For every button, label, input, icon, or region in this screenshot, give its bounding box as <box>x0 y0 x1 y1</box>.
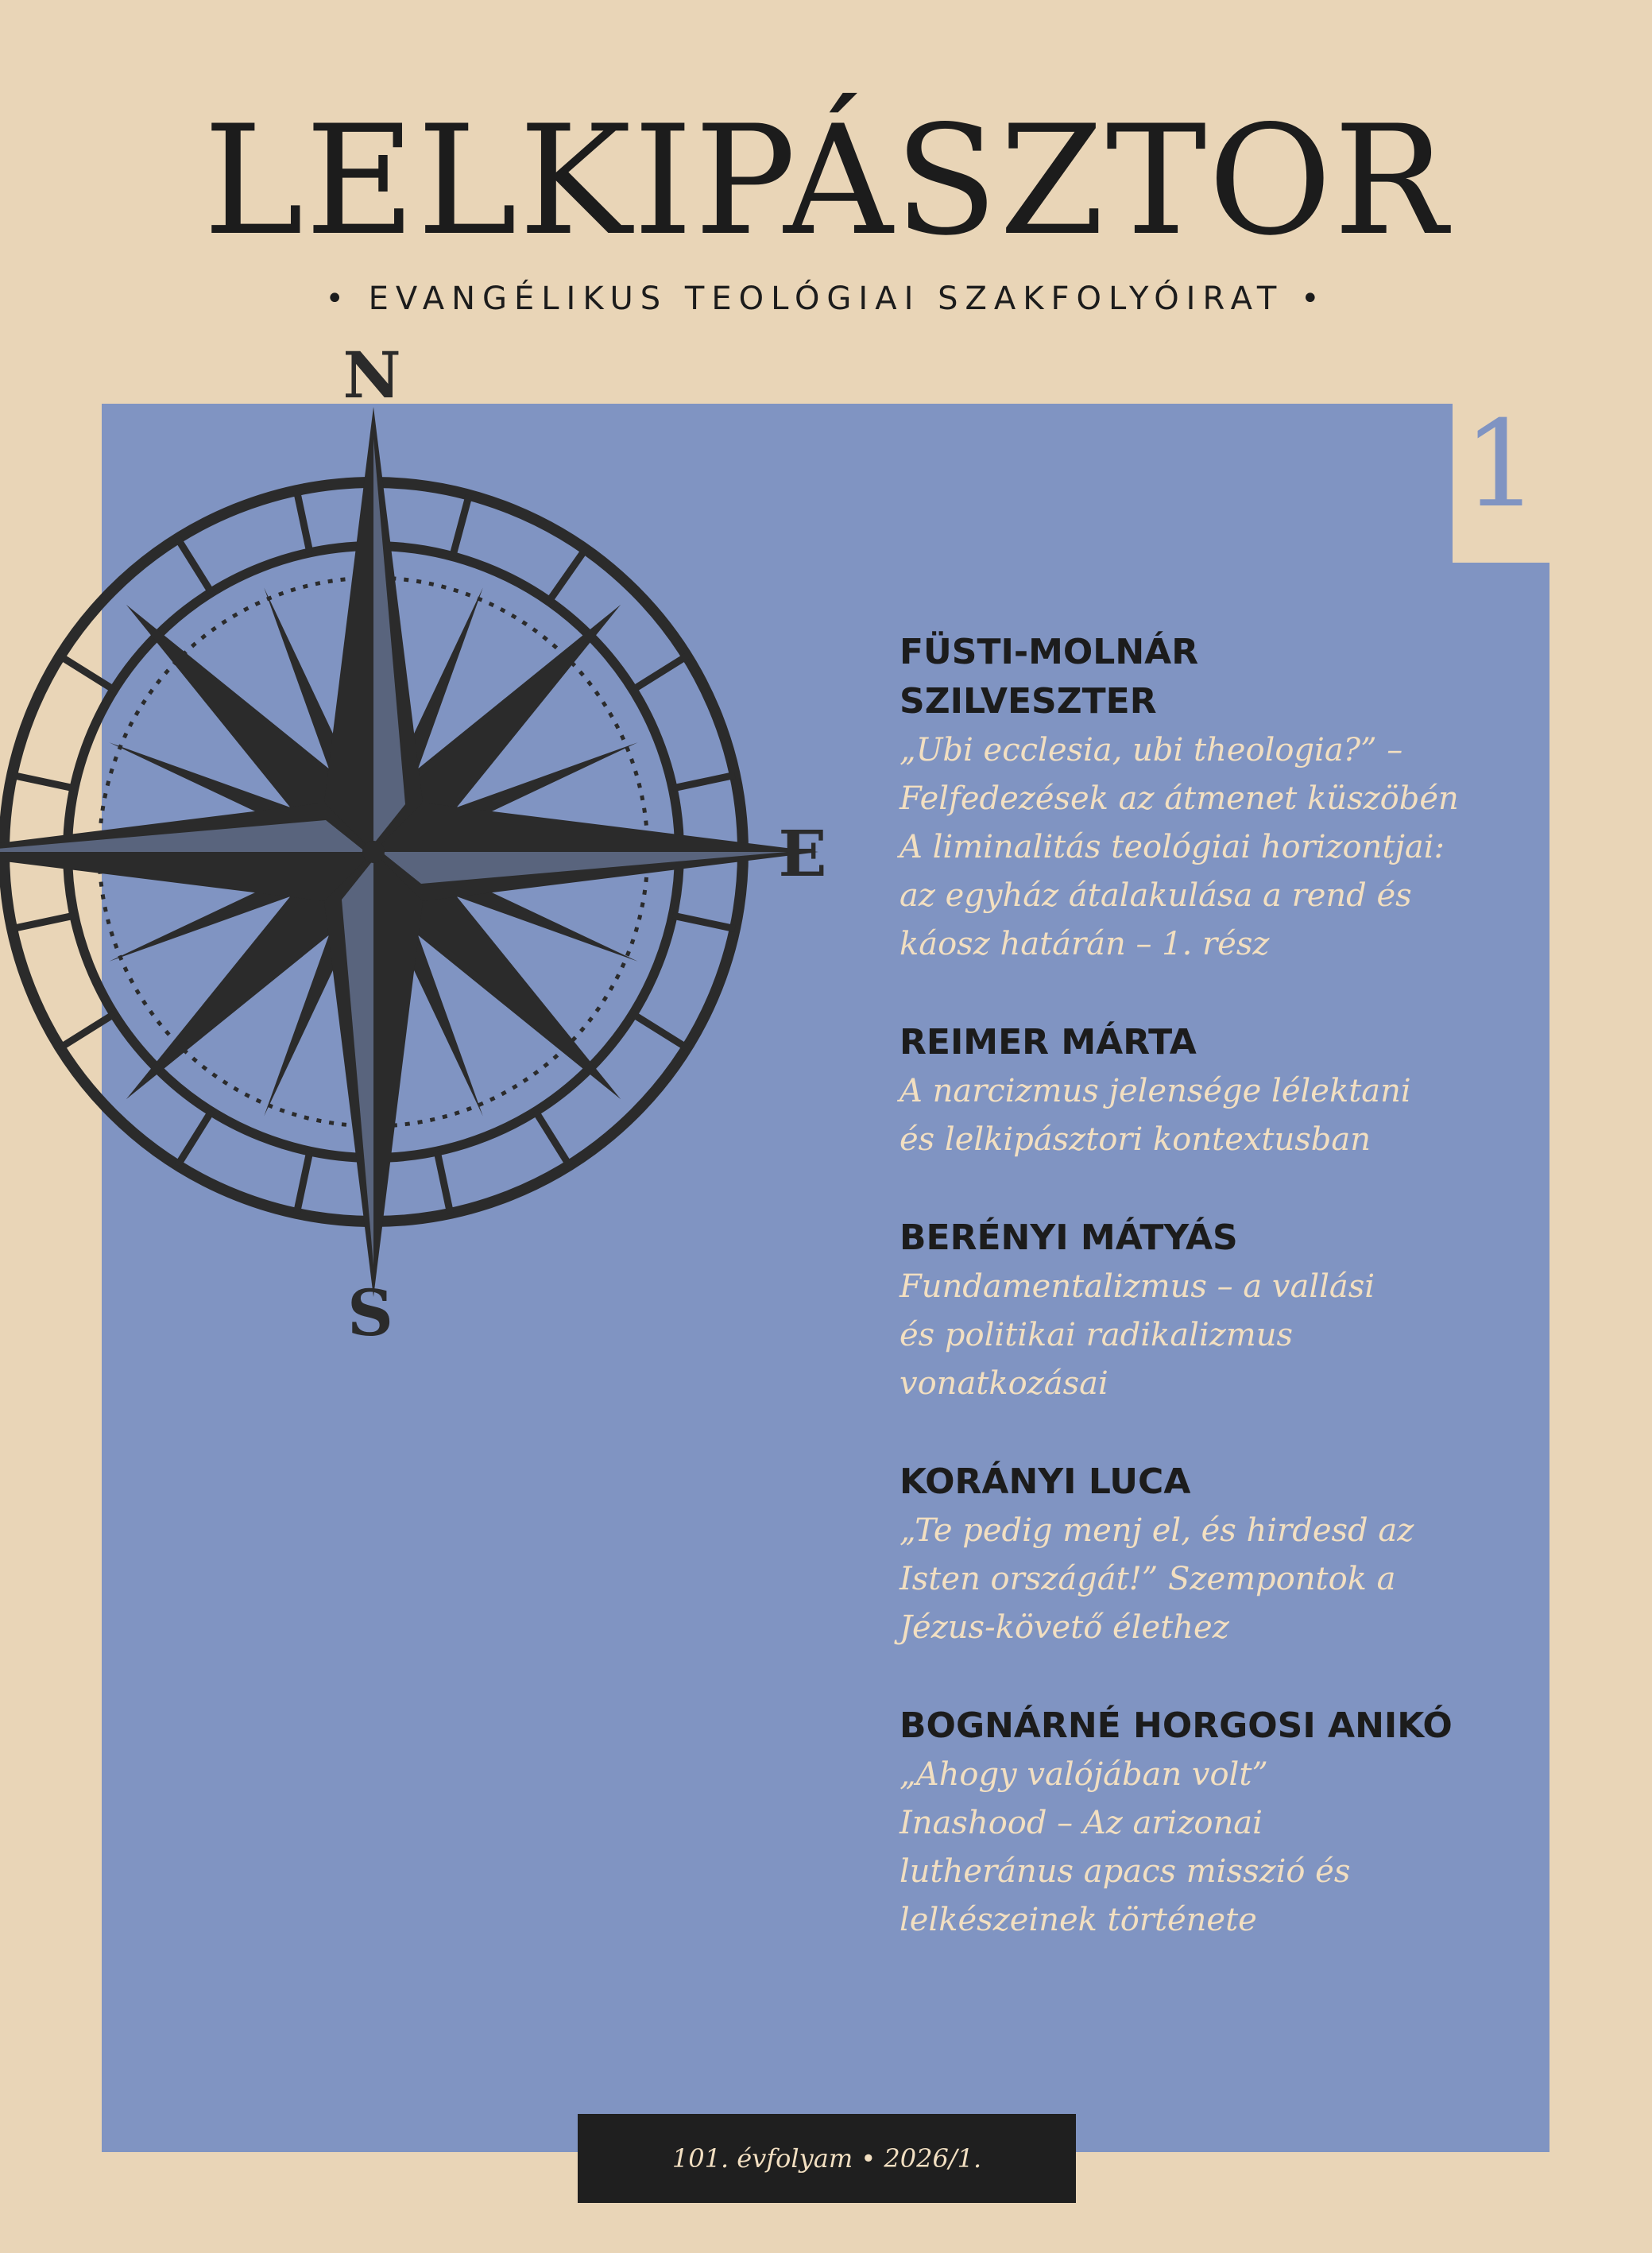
issue-number: 1 <box>1463 396 1539 534</box>
article-entry <box>900 1018 1535 1164</box>
article-entry <box>900 1457 1535 1652</box>
article-title: A narcizmus jelensége lélektani és lelkipásztori kontextusban <box>900 1073 1411 1158</box>
masthead-subtitle: • EVANGÉLIKUS TEOLÓGIAI SZAKFOLYÓIRAT • <box>325 281 1327 317</box>
compass-rose-icon <box>0 342 858 1367</box>
article-entry <box>900 1214 1535 1408</box>
article-title: „Te pedig menj el, és hirdesd az Isten országát!” Szempontok a Jézus-követő élethez <box>900 1512 1414 1646</box>
compass-south-label: S <box>347 1276 393 1350</box>
article-title: „Ubi ecclesia, ubi theologia?” – Felfedezések az átmenet küszöbén A liminalitás teológiai horizontjai: az egyház átalakulása a rend és káosz határán – 1. rész <box>900 732 1459 962</box>
compass-north-label: N <box>342 342 401 412</box>
article-author: KORÁNYI LUCA <box>900 1461 1191 1502</box>
compass-east-label: E <box>778 816 827 891</box>
masthead-title: LELKIPÁSZTOR <box>203 93 1449 269</box>
article-title: Fundamentalizmus – a vallási és politikai radikalizmus vonatkozásai <box>900 1268 1375 1402</box>
volume-info: 101. évfolyam • 2026/1. <box>671 2143 982 2174</box>
article-author: REIMER MÁRTA <box>900 1022 1197 1063</box>
article-entry <box>900 628 1535 969</box>
article-author: FÜSTI-MOLNÁR SZILVESZTER <box>900 632 1199 722</box>
article-author: BERÉNYI MÁTYÁS <box>900 1217 1238 1258</box>
article-entry <box>900 1701 1535 1945</box>
article-title: „Ahogy valójában volt” Inashood – Az arizonai lutheránus apacs misszió és lelkészeinek története <box>900 1756 1351 1938</box>
table-of-contents <box>900 628 1535 1994</box>
volume-footer <box>578 2114 1076 2203</box>
article-author: BOGNÁRNÉ HORGOSI ANIKÓ <box>900 1705 1453 1746</box>
